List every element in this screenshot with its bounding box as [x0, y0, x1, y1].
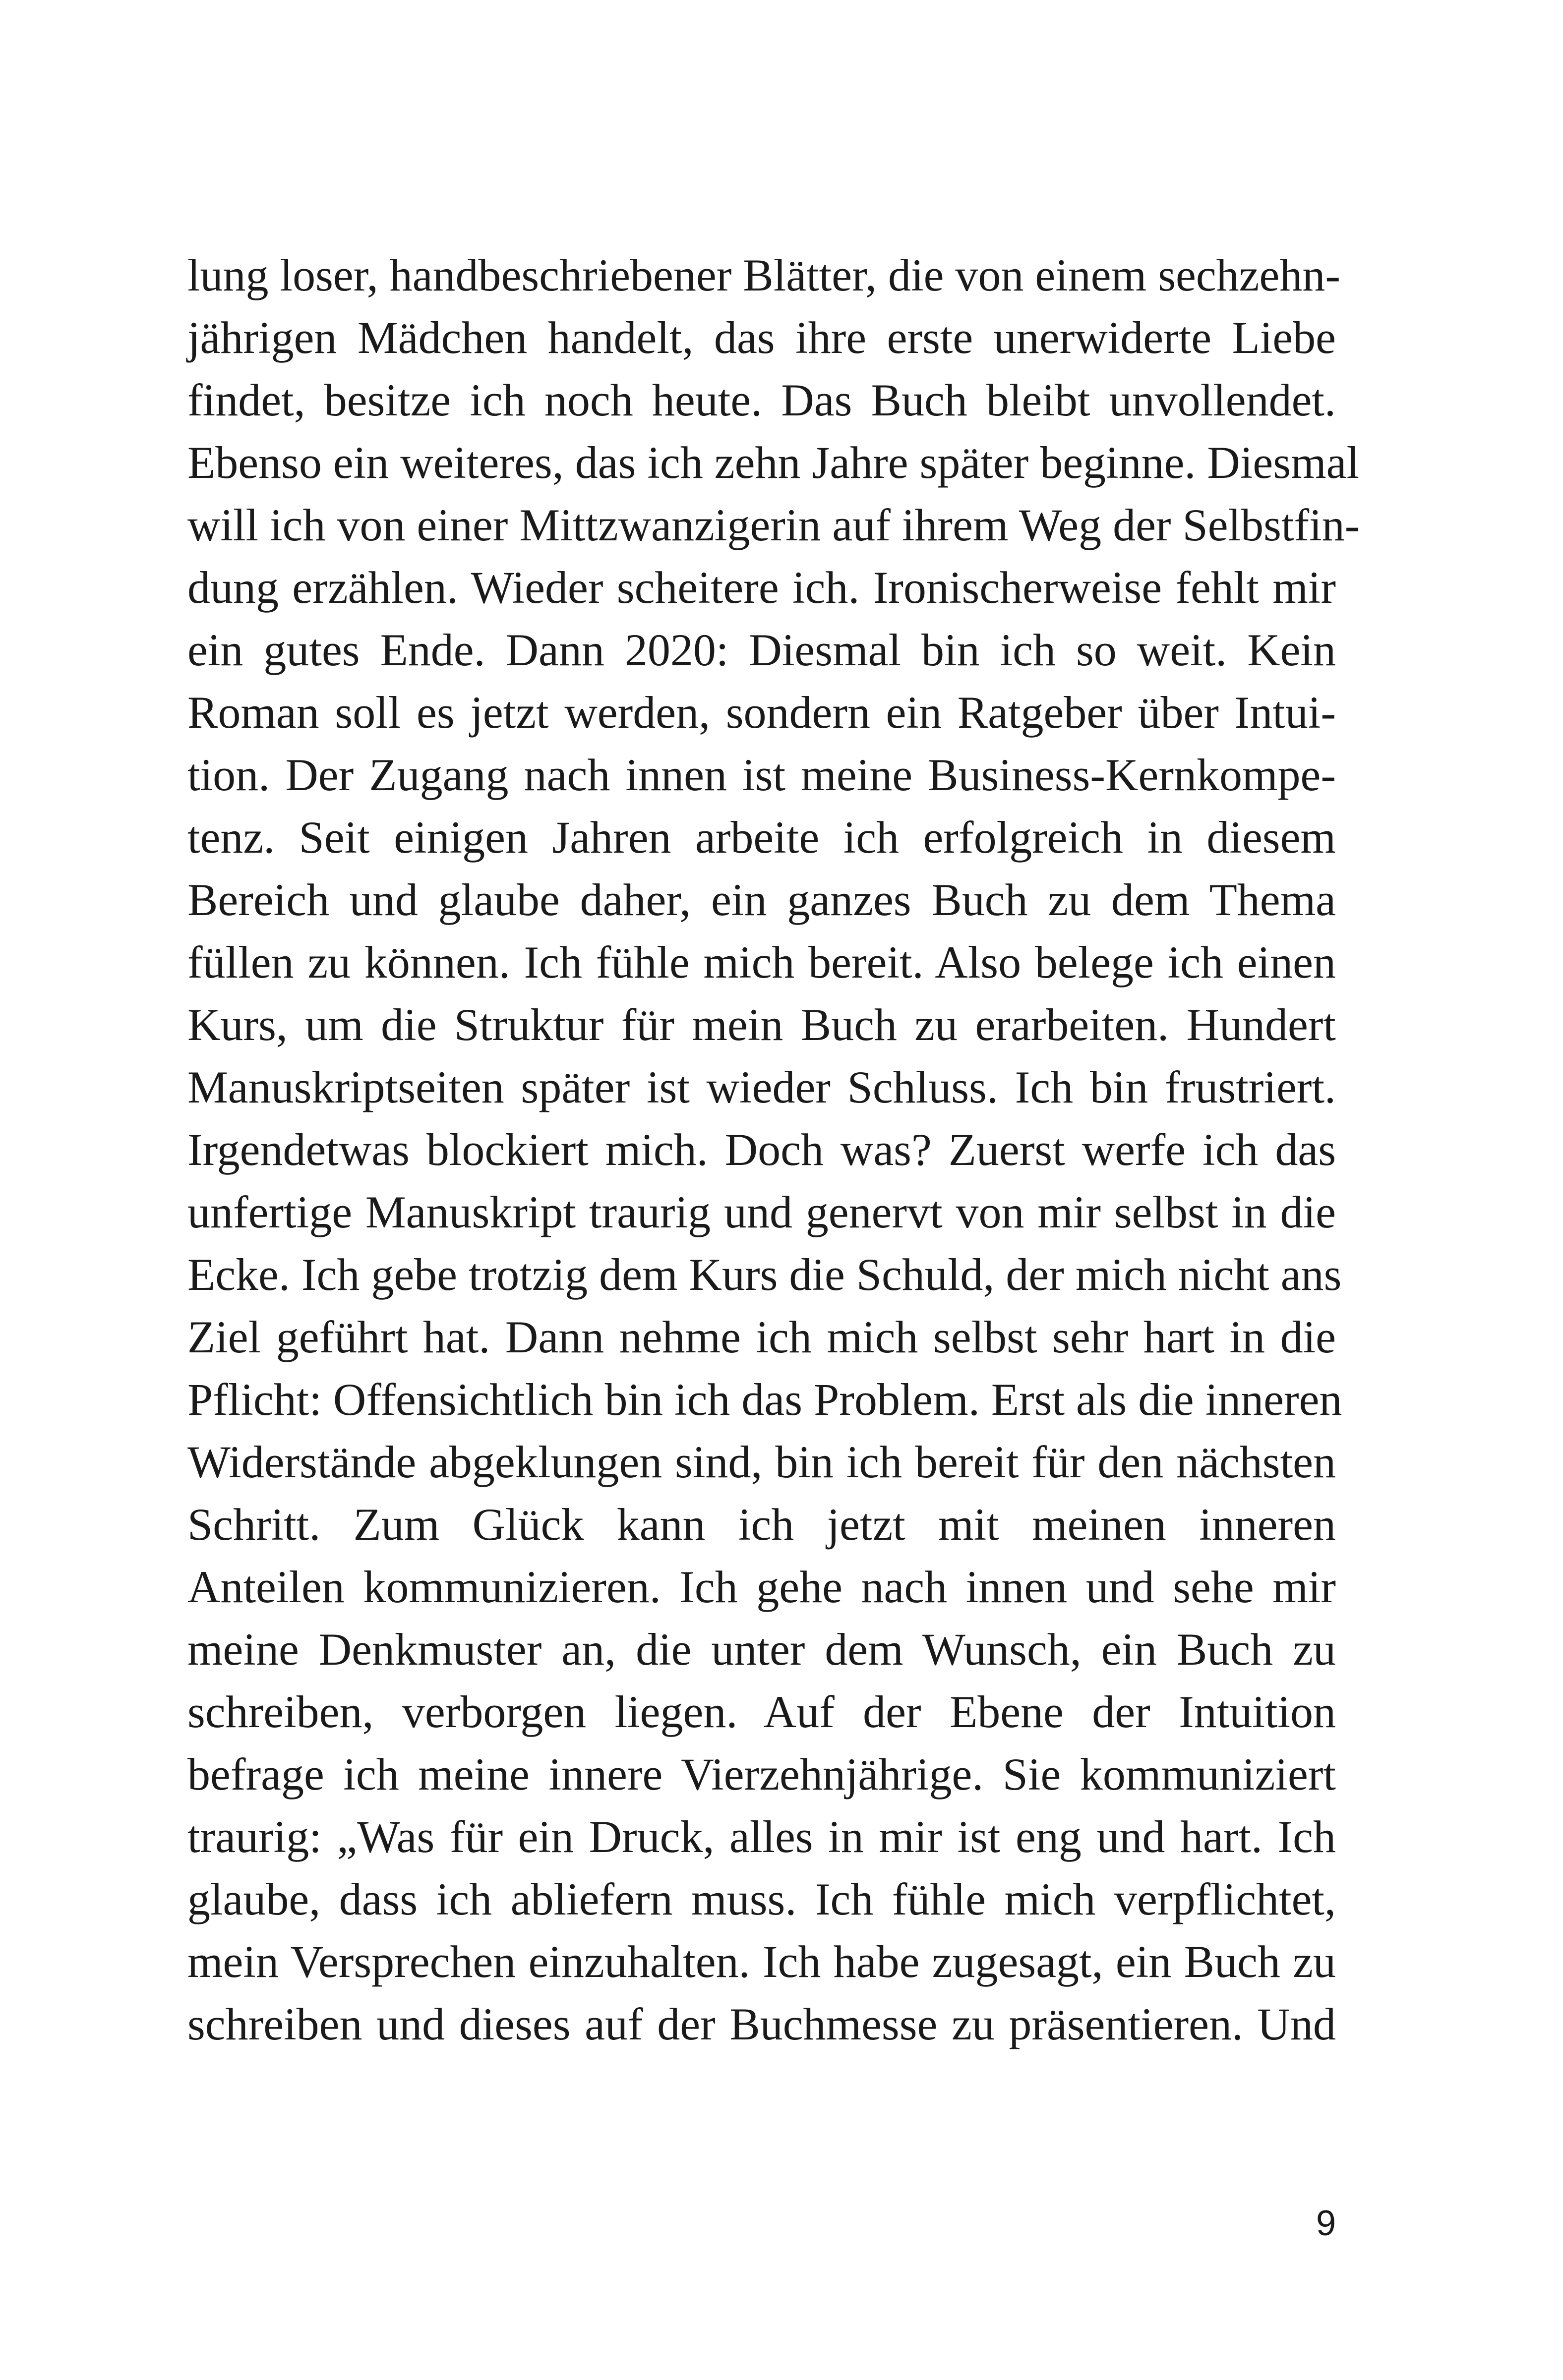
- text-line-14: Manuskriptseiten später ist wieder Schluss. Ich bin frustriert.: [187, 1062, 1336, 1112]
- text-line-17: Ecke. Ich gebe trotzig dem Kurs die Schuld, der mich nicht ans: [187, 1249, 1342, 1300]
- text-line-2: jährigen Mädchen handelt, das ihre erste unerwiderte Liebe: [187, 312, 1336, 363]
- text-line-9: tion. Der Zugang nach innen ist meine Business-Kernkompe-: [187, 750, 1336, 800]
- text-line-21: Schritt. Zum Glück kann ich jetzt mit meinen inneren: [187, 1499, 1336, 1550]
- text-line-18: Ziel geführt hat. Dann nehme ich mich selbst sehr hart in die: [187, 1312, 1336, 1362]
- text-line-10: tenz. Seit einigen Jahren arbeite ich erfolgreich in diesem: [187, 812, 1336, 863]
- text-line-16: unfertige Manuskript traurig und genervt von mir selbst in die: [187, 1187, 1336, 1237]
- text-line-3: findet, besitze ich noch heute. Das Buch bleibt unvollendet.: [187, 375, 1336, 425]
- text-line-24: schreiben, verborgen liegen. Auf der Ebene der Intuition: [187, 1686, 1336, 1737]
- body-text: [187, 244, 1360, 2055]
- text-line-6: dung erzählen. Wieder scheitere ich. Ironischerweise fehlt mir: [187, 562, 1336, 613]
- text-line-12: füllen zu können. Ich fühle mich bereit. Also belege ich einen: [187, 937, 1336, 987]
- text-line-26: traurig: „Was für ein Druck, alles in mir ist eng und hart. Ich: [187, 1811, 1336, 1862]
- text-line-8: Roman soll es jetzt werden, sondern ein Ratgeber über Intui-: [187, 687, 1336, 738]
- text-line-13: Kurs, um die Struktur für mein Buch zu erarbeiten. Hundert: [187, 999, 1336, 1050]
- text-line-20: Widerstände abgeklungen sind, bin ich bereit für den nächsten: [187, 1437, 1336, 1487]
- text-line-23: meine Denkmuster an, die unter dem Wunsch, ein Buch zu: [187, 1624, 1336, 1675]
- text-line-5: will ich von einer Mittzwanzigerin auf ihrem Weg der Selbstfin-: [187, 500, 1360, 550]
- text-line-25: befrage ich meine innere Vierzehnjährige. Sie kommuniziert: [187, 1749, 1336, 1800]
- text-line-27: glaube, dass ich abliefern muss. Ich fühle mich verpflichtet,: [187, 1874, 1336, 1924]
- text-line-22: Anteilen kommunizieren. Ich gehe nach innen und sehe mir: [187, 1562, 1336, 1612]
- text-line-7: ein gutes Ende. Dann 2020: Diesmal bin ich so weit. Kein: [187, 625, 1336, 675]
- text-line-15: Irgendetwas blockiert mich. Doch was? Zuerst werfe ich das: [187, 1124, 1336, 1175]
- text-line-28: mein Versprechen einzuhalten. Ich habe zugesagt, ein Buch zu: [187, 1936, 1336, 1987]
- text-line-11: Bereich und glaube daher, ein ganzes Buch zu dem Thema: [187, 874, 1336, 925]
- text-line-4: Ebenso ein weiteres, das ich zehn Jahre später beginne. Diesmal: [187, 437, 1360, 488]
- text-line-29: schreiben und dieses auf der Buchmesse zu präsentieren. Und: [187, 1999, 1336, 2049]
- page-number: 9: [1316, 2204, 1336, 2243]
- text-line-1: lung loser, handbeschriebener Blätter, die von einem sechzehn-: [187, 250, 1340, 300]
- text-line-19: Pflicht: Offensichtlich bin ich das Problem. Erst als die inneren: [187, 1374, 1342, 1425]
